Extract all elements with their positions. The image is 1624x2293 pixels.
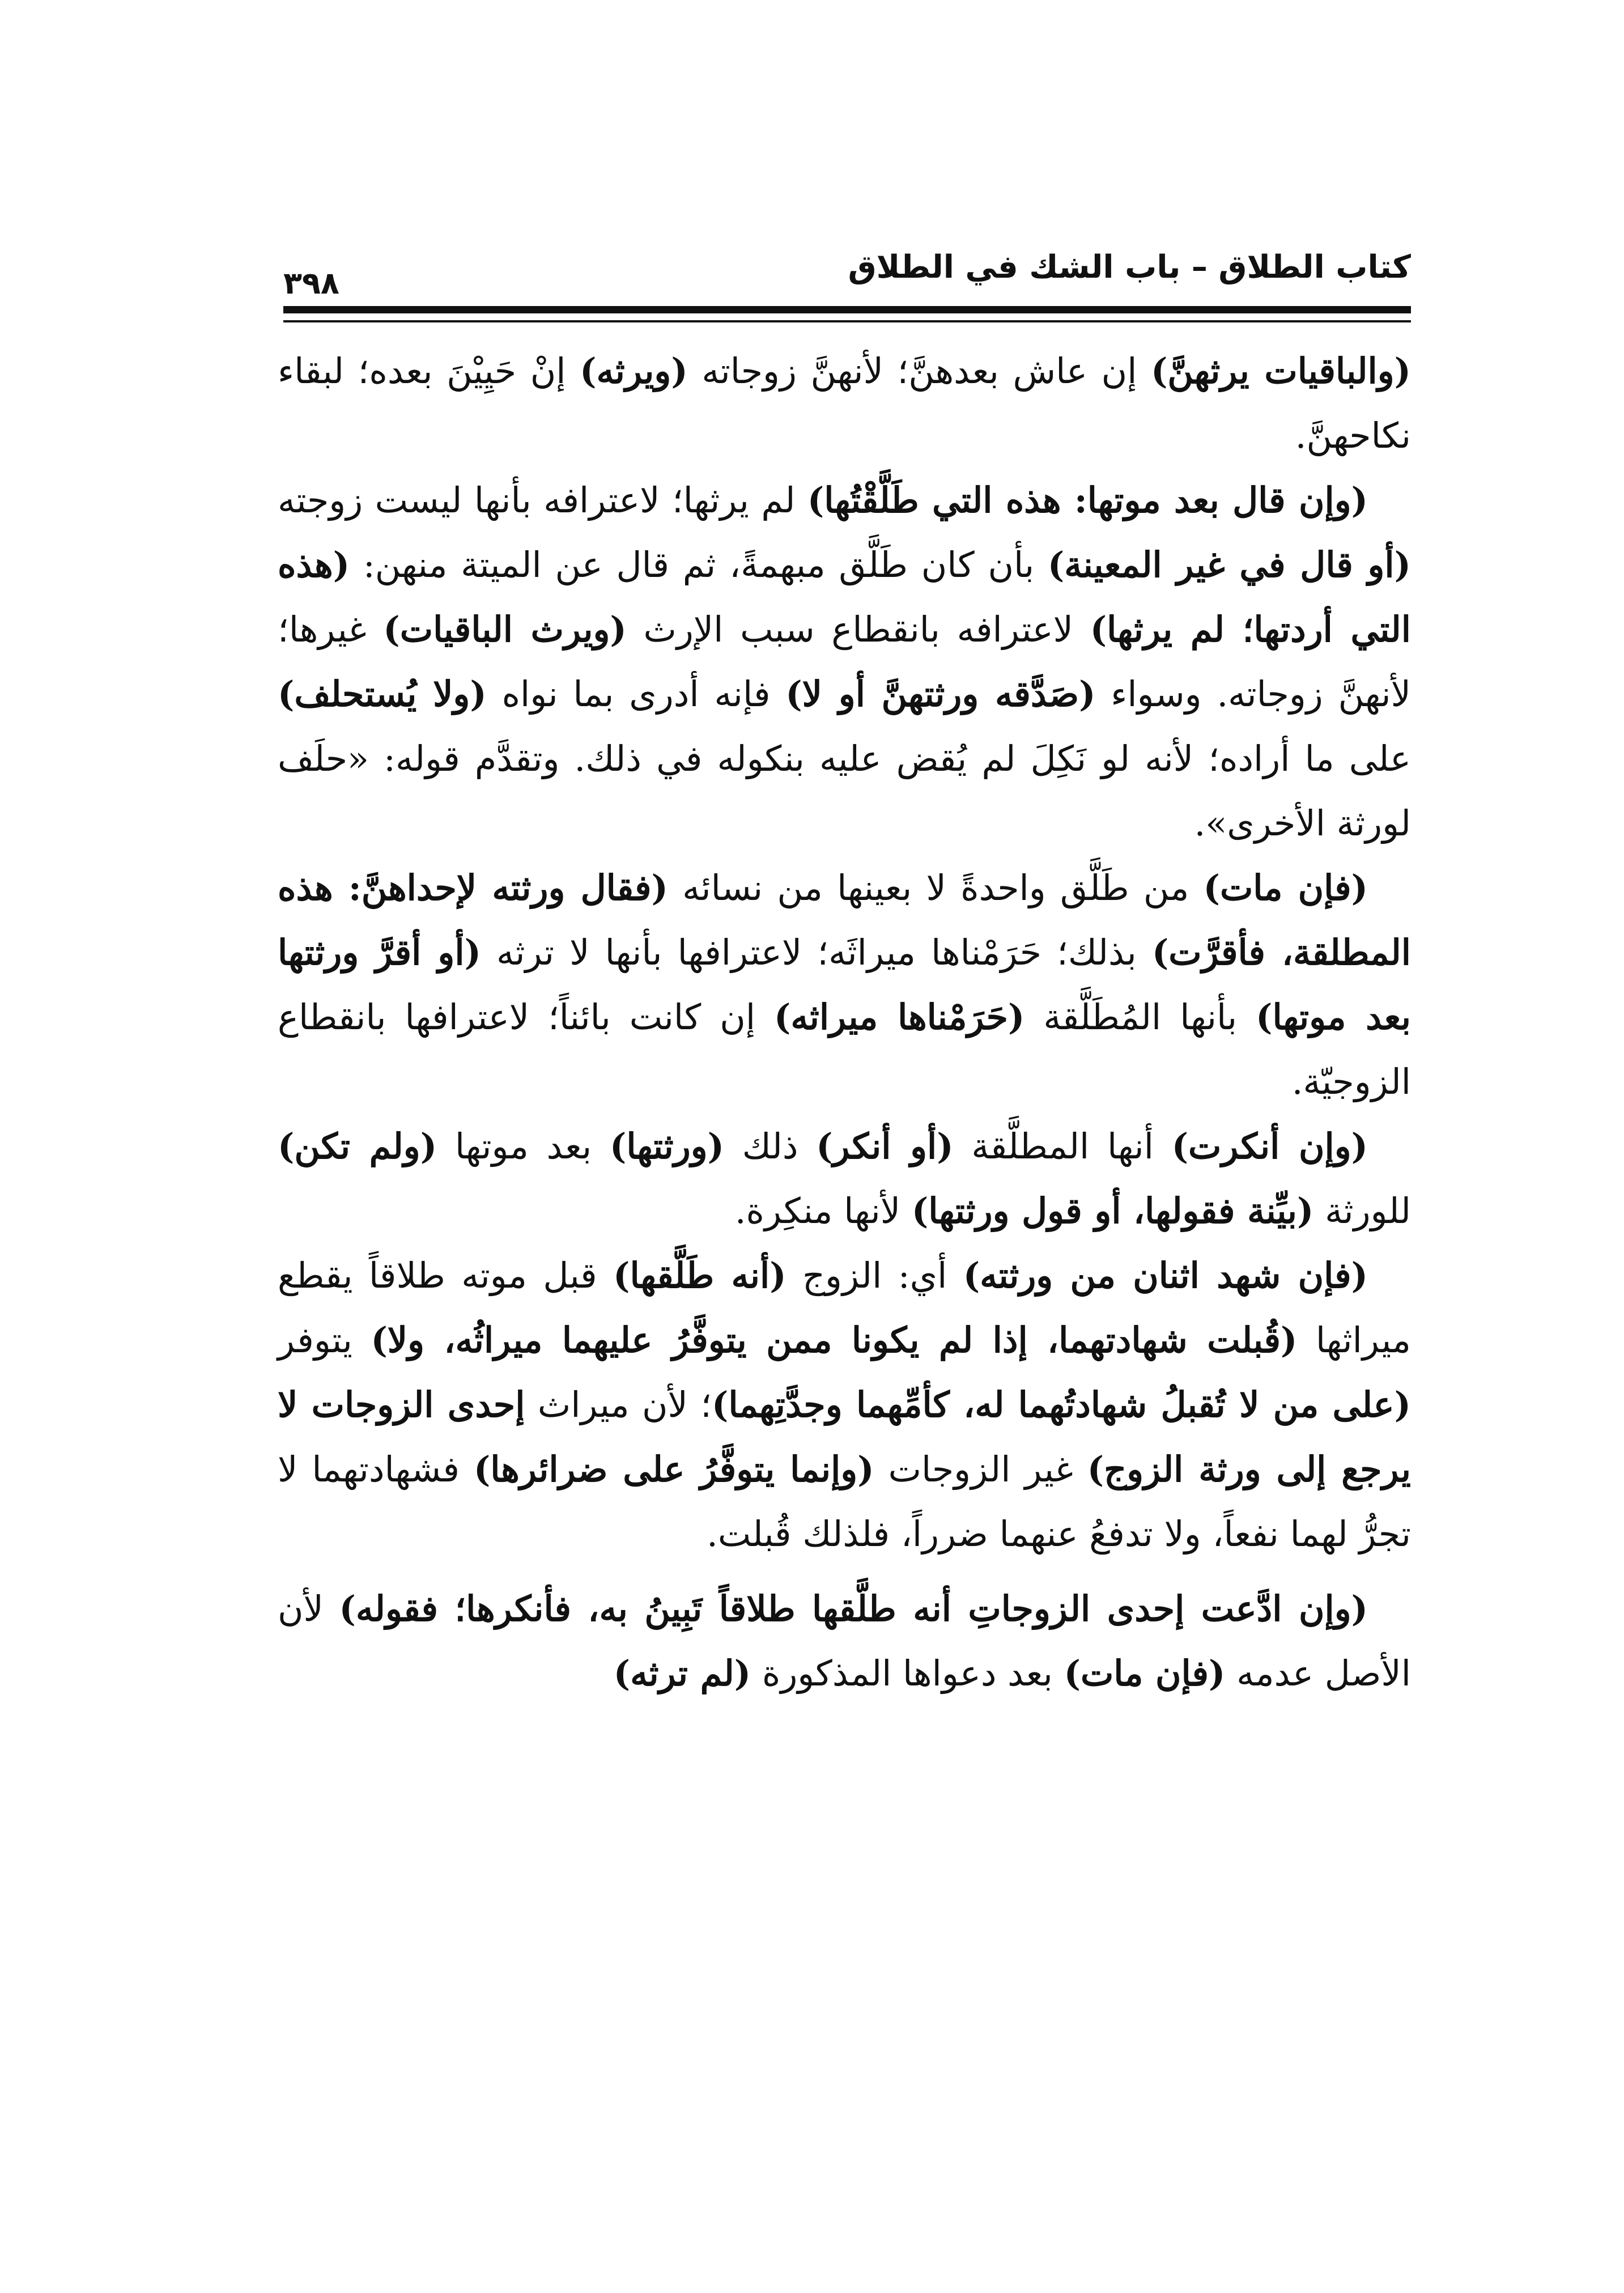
commentary-text: على ما أراده؛ لأنه لو نَكِلَ لم يُقض عليه بنكوله في ذلك. وتقدَّم قوله: «حلَف لورثة الأخرى». [278,738,1411,844]
bold-matn-text: (ويرثه) [580,350,688,392]
paragraph [278,1243,1411,1566]
bold-matn-text: (والباقيات يرثهنَّ) [1151,350,1411,392]
bold-matn-text: (أو أقرَّ ورثتها بعد موتها) [278,932,1411,1038]
page-number: ٣٩٨ [283,265,339,301]
bold-matn-text: (وإنما يتوفَّرُ على ضرائرها) [473,1449,874,1490]
commentary-text: بعد موتها [437,1126,610,1167]
commentary-text: إن كانت بائناً؛ لاعترافها بانقطاع الزوجيّة. [278,996,1411,1102]
bold-matn-text: (صَدَّقه ورثتهنَّ أو لا) [785,673,1096,715]
commentary-text: أنها المطلَّقة [953,1126,1172,1167]
commentary-text: لأن الأصل عدمه [278,1588,1411,1694]
paragraph [278,856,1411,1114]
commentary-text: من طَلَّق واحدةً لا بعينها من نسائه [668,867,1204,908]
commentary-text: غيرها؛ لأنهنَّ زوجاته. وسواء [278,609,1411,715]
commentary-text: يتوفر [278,1319,371,1361]
bold-matn-text: (هذه التي أردتها؛ لم يرثها) [278,544,1411,650]
commentary-text: لم يرثها؛ لاعترافه بأنها ليست زوجته [278,479,807,521]
running-title: كتاب الطلاق – باب الشك في الطلاق [848,249,1411,286]
bold-matn-text: (أنه طَلَّقها) [613,1255,787,1296]
bold-matn-text: (فقال ورثته لإحداهنَّ: هذه المطلقة، فأقرَّت) [278,867,1412,973]
bold-matn-text: (أو قال في غير المعينة) [1047,544,1411,585]
commentary-text: للورثة [1313,1190,1411,1232]
header-rule-thick [283,306,1411,313]
commentary-text: قبل موته طلاقاً يقطع ميراثها [278,1255,1411,1361]
commentary-text: إن عاش بعدهنَّ؛ لأنهنَّ زوجاته [687,350,1151,392]
bold-matn-text: (فإن مات) [1064,1653,1226,1694]
bold-matn-text: (لم ترثه) [613,1653,751,1694]
body-text [278,339,1411,1706]
bold-matn-text: (ورثتها) [609,1126,724,1167]
commentary-text: أي: الزوج [786,1255,963,1296]
bold-matn-text: (فإن مات) [1203,867,1368,908]
bold-matn-text: (وإن أنكرت) [1171,1126,1368,1167]
bold-matn-text: (قُبلت شهادتهما، إذا لم يكونا ممن يتوفَّرُ عليهما ميراثُه، ولا) [371,1319,1298,1361]
commentary-text: ذلك [724,1126,817,1167]
page-header [283,235,1411,303]
commentary-text: لاعترافه بانقطاع سبب الإرث [626,609,1090,650]
bold-matn-text: (ويرث الباقيات) [383,609,627,650]
bold-matn-text: إحدى الزوجات لا يرجع إلى ورثة الزوج) [278,1384,1411,1490]
bold-matn-text: (ولا يُستحلف) [278,673,487,715]
header-rule-thin [283,320,1411,322]
bold-matn-text: (حَرَمْناها ميراثه) [774,996,1025,1038]
paragraph [278,1114,1411,1243]
commentary-text: ؛ لأن ميراث [525,1384,712,1425]
bold-matn-text: (أو أنكر) [816,1126,954,1167]
commentary-text: غير الزوجات [874,1449,1087,1490]
commentary-text: إنْ حَيِيْنَ بعده؛ لبقاء نكاحهنَّ. [278,350,1411,456]
commentary-text: بذلك؛ حَرَمْناها ميراثَه؛ لاعترافها بأنها لا ترثه [481,932,1152,973]
commentary-text: بأنها المُطَلَّقة [1024,996,1256,1038]
commentary-text: بعد دعواها المذكورة [751,1653,1064,1694]
bold-matn-text: (فإن شهد اثنان من ورثته) [963,1255,1368,1296]
commentary-text: فإنه أدرى بما نواه [486,673,786,715]
bold-matn-text: (على من لا تُقبلُ شهادتُهما له، كأمِّهما وجدَّتِهما) [711,1384,1411,1425]
bold-matn-text: (وإن ادَّعت إحدى الزوجاتِ أنه طلَّقها طلاقاً تَبِينُ به، فأنكرها؛ فقوله) [339,1588,1368,1629]
paragraph [278,1577,1411,1706]
bold-matn-text: (وإن قال بعد موتها: هذه التي طَلَّقْتُها) [807,479,1368,521]
paragraph [278,339,1411,468]
paragraph [278,468,1411,856]
commentary-text: فشهادتهما لا تجرُّ لهما نفعاً، ولا تدفعُ عنهما ضرراً، فلذلك قُبلت. [278,1449,1411,1555]
commentary-text: بأن كان طَلَّق مبهمةً، ثم قال عن الميتة منهن: [350,544,1048,585]
bold-matn-text: (بيِّنة فقولها، أو قول ورثتها) [911,1190,1314,1232]
commentary-text: لأنها منكِرة. [734,1190,912,1232]
bold-matn-text: (ولم تكن) [278,1126,437,1167]
